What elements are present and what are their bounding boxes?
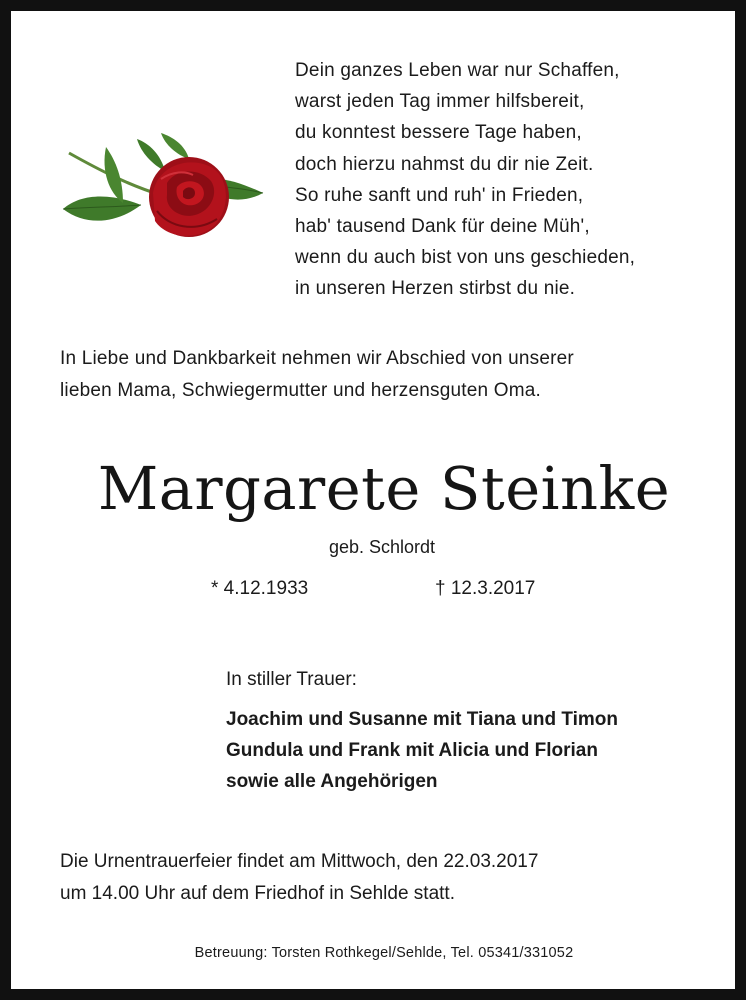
poem-line: Dein ganzes Leben war nur Schaffen, [295, 60, 620, 81]
birth-name-text: geb. Schlordt [328, 537, 436, 557]
poem-line: in unseren Herzen stirbst du nie. [295, 278, 576, 300]
mourners-list [226, 704, 618, 797]
intro-line: In Liebe und Dankbarkeit nehmen wir Abschied von unserer [60, 348, 574, 369]
mourner-line: Gundula und Frank mit Alicia und Florian [226, 740, 598, 761]
funeral-director-footer: Betreuung: Torsten Rothkegel/Sehlde, Tel. 05341/331052 [194, 945, 574, 961]
death-date: † 12.3.2017 [435, 578, 536, 599]
birth-date: * 4.12.1933 [211, 578, 309, 599]
poem [295, 55, 635, 305]
mourning-label: In stiller Trauer: [226, 669, 357, 690]
poem-line: doch hierzu nahmst du dir nie Zeit. [295, 153, 594, 175]
birth-name [11, 533, 746, 561]
service-info [60, 846, 538, 909]
red-rose-icon [61, 131, 267, 243]
poem-line: So ruhe sanft und ruh' in Frieden, [295, 184, 584, 206]
poem-line: du konntest bessere Tage haben, [295, 122, 582, 144]
service-line: um 14.00 Uhr auf dem Friedhof in Sehlde statt. [60, 882, 455, 904]
farewell-intro [60, 343, 574, 407]
deceased-name: Margarete Steinke [97, 454, 671, 523]
poem-line: wenn du auch bist von uns geschieden, [295, 247, 636, 269]
mourner-line: sowie alle Angehörigen [226, 771, 438, 792]
poem-line: warst jeden Tag immer hilfsbereit, [295, 91, 585, 113]
mourner-line: Joachim und Susanne mit Tiana und Timon [226, 709, 619, 730]
poem-line: hab' tausend Dank für deine Müh', [295, 216, 590, 238]
service-line: Die Urnentrauerfeier findet am Mittwoch, den 22.03.2017 [60, 851, 539, 872]
intro-line: lieben Mama, Schwiegermutter und herzensguten Oma. [60, 380, 542, 401]
